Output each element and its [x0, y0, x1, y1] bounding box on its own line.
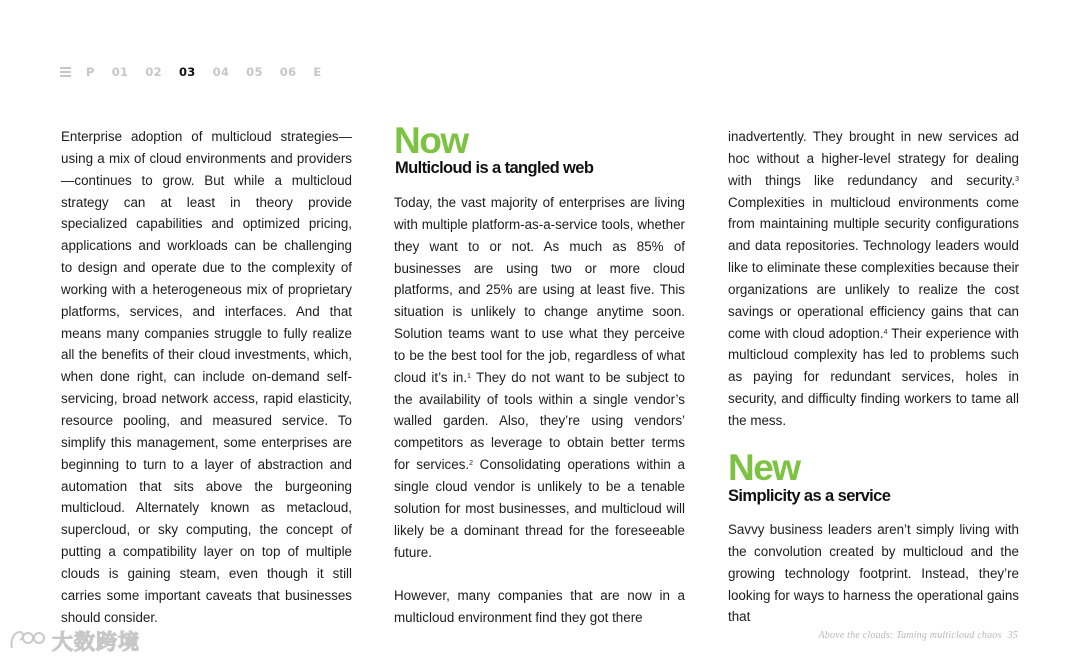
footnote-ref-4[interactable]: 4 — [883, 328, 888, 336]
column-1 — [61, 126, 352, 628]
new-section — [728, 519, 1019, 628]
intro-paragraph: Enterprise adoption of multicloud strategies—using a mix of cloud environments and providers—continues to grow. But while a multicloud strategy can at least in theory provide specialized capabilities and optimized pricing, applications and workloads can be challenging to design and operate due to the complexity of working with a heterogeneous mix of proprietary platforms, services, and interfaces. And that means many companies struggle to fully realize all the benefits of their cloud investments, which, when done right, can include on-demand self-servicing, broad network access, rapid elasticity, resource pooling, and measured service. To simplify this management, some enterprises are beginning to turn to a layer of abstraction and automation that sits above the burgeoning multicloud. Alternately known as metacloud, supercloud, or sky computing, the concept of putting a compatibility layer on top of multiple clouds is gaining steam, even though it still carries some important caveats that businesses should consider. — [61, 129, 352, 625]
paragraph-gap — [394, 563, 685, 585]
col3-text-b: Complexities in multicloud environments come from maintaining multiple security configurations and data repositories. Technology leaders would like to eliminate these complexities because their organizations are unlikely to realize the cost savings or operational efficiency gains that can come with cloud adoption. — [728, 194, 1019, 341]
now-heading: Now — [394, 120, 468, 161]
footer-title: Above the clouds: Taming multicloud chaos — [818, 630, 1002, 641]
now-paragraph-2: However, many companies that are now in a multicloud environment find they got there — [394, 588, 685, 626]
col3-paragraph-1 — [728, 126, 1019, 432]
new-paragraph-1: Savvy business leaders aren’t simply living with the convolution created by multicloud and the growing technology footprint. Instead, they’re looking for ways to harness the operational gains that — [728, 522, 1019, 625]
watermark-logo-icon — [8, 628, 48, 654]
now-subheading: Multicloud is a tangled web — [395, 159, 594, 177]
nav-item-01[interactable]: 01 — [111, 65, 129, 79]
now-text-b: They do not want to be subject to the availability of tools within a single vendor’s walled garden. Also, they’re using vendors’ competitors as leverage to obtain better terms for services. — [394, 369, 685, 473]
now-text-c: Consolidating operations within a single cloud vendor is unlikely to be a tenable solution for most businesses, and multicloud will likely be a dominant thread for the foreseeable future. — [394, 457, 685, 560]
page-footer — [819, 630, 1019, 641]
col3-text-a: inadvertently. They brought in new services ad hoc without a higher-level strategy for dealing with things like redundancy and security. — [728, 129, 1019, 188]
footnote-ref-2[interactable]: 2 — [469, 460, 474, 468]
watermark-text: 大数跨境 — [52, 630, 140, 654]
menu-icon[interactable] — [60, 67, 71, 77]
nav-item-05[interactable]: 05 — [246, 65, 263, 79]
nav-item-p[interactable]: P — [86, 65, 95, 79]
now-text-a: Today, the vast majority of enterprises are living with multiple platform-as-a-service tools, whether they want to or not. As much as 85% of businesses are using two or more cloud platforms, and 25% are using at least five. This situation is unlikely to change anytime soon. Solution teams want to use what they perceive to be the best tool for the job, regardless of what cloud it’s in. — [394, 195, 685, 385]
column-3 — [728, 126, 1019, 432]
page-number: 35 — [1007, 630, 1018, 641]
now-paragraph-1 — [394, 192, 685, 563]
nav-item-03[interactable]: 03 — [178, 65, 196, 79]
section-nav — [60, 64, 339, 80]
footnote-ref-1[interactable]: 1 — [467, 372, 471, 380]
footnote-ref-3[interactable]: 3 — [1015, 175, 1019, 183]
watermark — [8, 626, 140, 656]
new-heading: New — [728, 447, 800, 488]
nav-item-06[interactable]: 06 — [279, 65, 297, 79]
nav-item-04[interactable]: 04 — [212, 65, 230, 79]
nav-item-02[interactable]: 02 — [145, 65, 162, 79]
nav-item-e[interactable]: E — [313, 65, 322, 79]
col3-text-c: Their experience with multicloud complexity has led to problems such as paying for redundant services, holes in security, and difficulty finding workers to tame all the mess. — [728, 325, 1019, 428]
column-2 — [394, 192, 685, 629]
new-subheading: Simplicity as a service — [728, 487, 891, 505]
